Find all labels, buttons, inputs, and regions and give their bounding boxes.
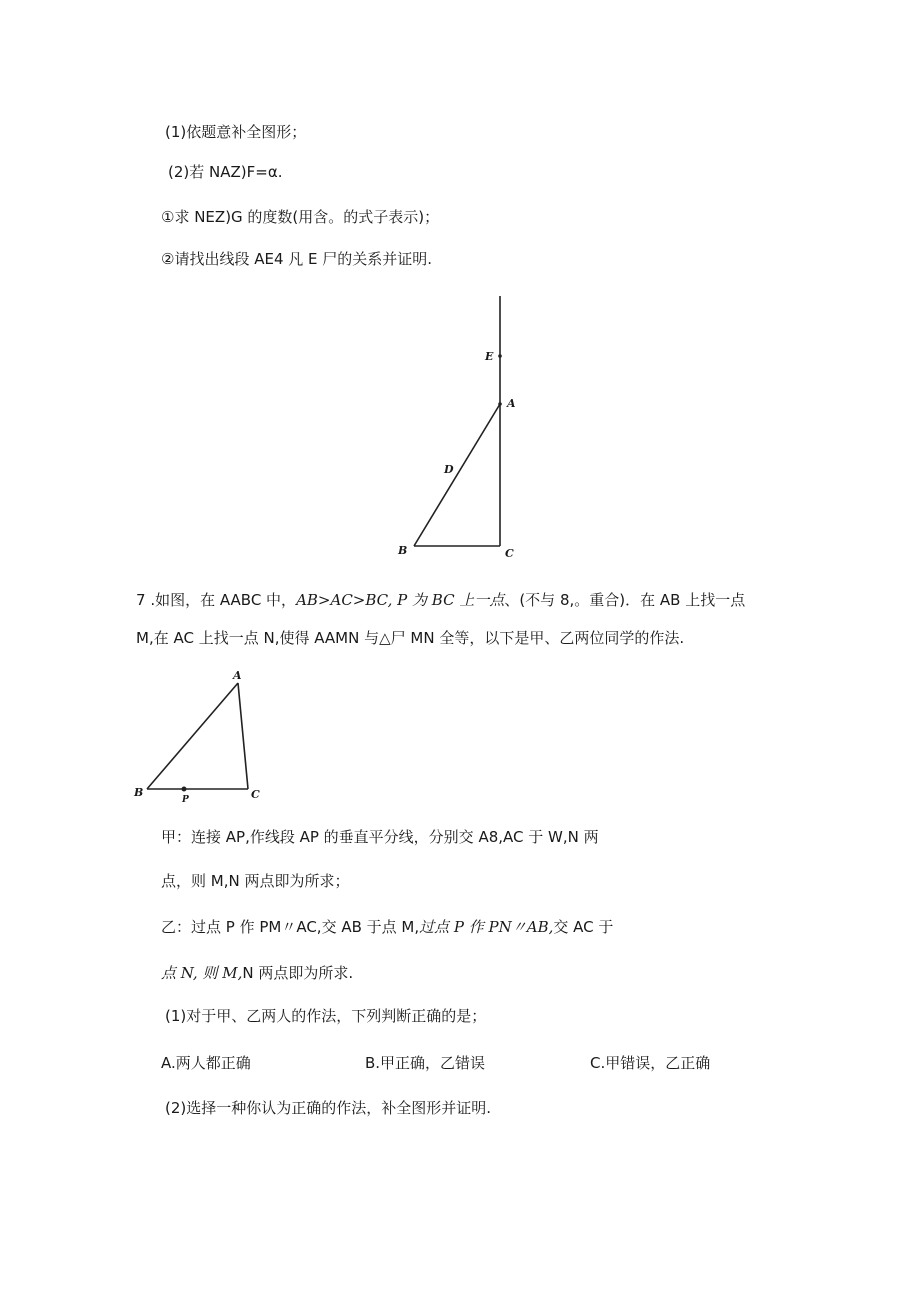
problem7-number: 7 <box>136 591 146 609</box>
question-2: (2)选择一种你认为正确的作法，补全图形并证明. <box>165 1099 492 1117</box>
method-yi-1b: 过点 P 作 PN〃AB, <box>419 918 554 936</box>
point-p <box>182 787 187 792</box>
question-1: (1)对于甲、乙两人的作法，下列判断正确的是； <box>165 1007 487 1025</box>
label-d: D <box>444 463 454 476</box>
problem6-part1: (1)依题意补全图形； <box>165 123 307 141</box>
problem7-intro-a: .如图，在 AABC 中， <box>145 591 297 609</box>
method-yi-1c: 交 AC 于 <box>553 918 614 936</box>
method-jia-line2: 点，则 M,N 两点即为所求； <box>161 872 350 890</box>
problem6-sub2: ②请找出线段 AE4 凡 E 尸的关系并证明. <box>161 250 433 268</box>
method-yi-line1 <box>161 917 613 937</box>
problem7-intro-b: AB>AC>BC, P 为 BC 上一点 <box>296 591 505 609</box>
label-a: A <box>507 397 516 410</box>
label-p: P <box>182 795 189 805</box>
segment-ac <box>238 683 248 789</box>
problem6-part2: (2)若 NAZ)F=α. <box>168 163 283 181</box>
problem7-intro-c: 、(不与 8,。重合)．在 AB 上找一点 <box>504 591 746 609</box>
option-c: C.甲错误，乙正确 <box>590 1054 711 1072</box>
label-a: A <box>233 669 242 682</box>
method-jia-line1: 甲：连接 AP,作线段 AP 的垂直平分线，分别交 A8,AC 于 W,N 两 <box>161 828 599 846</box>
method-yi-2a: 点 N, 则 M, <box>161 964 243 982</box>
method-yi-2b: N 两点即为所求. <box>242 964 354 982</box>
label-b: B <box>134 786 144 799</box>
option-a: A.两人都正确 <box>161 1054 251 1072</box>
label-b: B <box>398 544 408 557</box>
segment-ba <box>147 683 238 789</box>
label-c: C <box>251 788 260 801</box>
option-b: B.甲正确，乙错误 <box>365 1054 486 1072</box>
method-yi-line2 <box>161 963 353 983</box>
problem7-line2: M,在 AC 上找一点 N,使得 AAMN 与△尸 MN 全等，以下是甲、乙两位同学的作法. <box>136 629 685 647</box>
label-c: C <box>505 547 514 560</box>
method-yi-1a: 乙：过点 P 作 PM〃AC,交 AB 于点 M, <box>161 918 420 936</box>
problem6-sub1: ①求 NEZ)G 的度数(用含。的式子表示)； <box>161 208 440 226</box>
label-e: E <box>485 350 494 363</box>
